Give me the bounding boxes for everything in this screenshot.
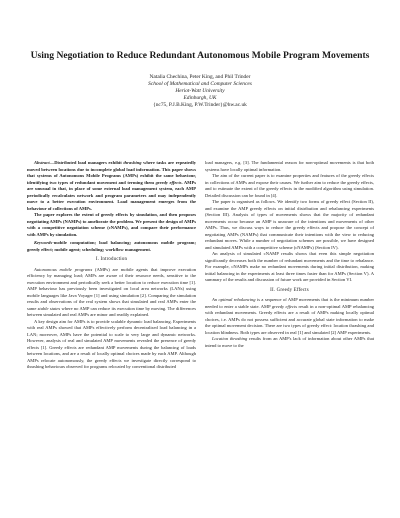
optimal-em-greedy: greedy effects <box>271 303 298 309</box>
intro-em-stable: stable states <box>37 305 61 311</box>
author-block <box>20 74 380 109</box>
abstract-text-a: —Distributed load managers exhibit <box>49 160 124 165</box>
abstract-text-c: . AMPs are unusual in that, in place of some external load management system, each AMP periodically recalculates network and program parameters and may independently move to a better execution environment. Load management emerges from the behaviour of collections of AMPs. <box>27 179 196 211</box>
optimal-text-b: result in a non-optimal AMP rebalancing with redundant movements. Greedy effects are a result of AMPs making locally optimal choices, i.e. AMPs do not possess sufficient and accurate global state information to make the optimal movement decision. There are two types of greedy effect: location thrashing and location blindness. Both types are observed in real [1] and simulated [2] AMP experiments. <box>205 303 374 335</box>
optimal-text-a: is a sequence of AMP movements that is the minimum number needed to enter a stable state. AMP <box>205 297 374 309</box>
paper-title: Using Negotiation to Reduce Redundant Autonomous Mobile Program Movements <box>30 50 370 61</box>
location-thrashing-paragraph <box>205 336 374 349</box>
intro-paragraph-1 <box>27 267 196 319</box>
abstract-em-thrashing: thrashing <box>123 160 142 165</box>
analysis-paragraph: An analysis of simulated cNAMP results shows that even this simple negotiation significantly decreases both the number of redundant movements and the time to rebalance. For example, cNAMPs make no redundant movements during initial distribution, making initial balancing in the experiments at least three times faster than for AMPs (Section V). A summary of the results and discussion of future work are provided in Section VI. <box>205 251 374 282</box>
right-column <box>205 160 374 349</box>
left-column <box>27 160 196 371</box>
abstract-text-b: where tasks are repeatedly moved between locations due to incomplete global load information. This paper shows that systems of Autonomous Mobile Programs (AMPs) exhibit the same behaviour, identifying two types of redundant movement and terming them <box>27 160 196 185</box>
location-em: Location thrashing <box>212 336 248 341</box>
keywords-text: -mobile computation; load balancing; autonomous mobile program; greedy effect; mobile agent; scheduling; workflow management. <box>27 240 196 252</box>
intro-text-b: where no AMP can reduce its execution time by moving. The differences between simulated and real AMPs are minor and readily explained. <box>27 305 197 317</box>
section-heading-introduction: I. Introduction <box>95 257 128 262</box>
location-text: results from an AMP's lack of information about other AMPs that intend to move to the <box>205 336 374 348</box>
optimal-paragraph <box>205 297 374 336</box>
keywords-label: Keywords <box>34 240 53 245</box>
intro-text-a: (AMPs) are mobile agents that improve execution efficiency by managing load; AMPs are aware of their resource needs, sensitive to the execution environment and periodically seek a better location to reduce execution time [1]. AMP behaviour has previously been investigated on local area networks (LANs) using mobile languages like Java Voyager [1] and using simulation [2]. Comparing the simulation results and observations of the real system shows that simulated and real AMPs enter the same <box>27 266 196 311</box>
section-heading-greedy-effects: II. Greedy Effects <box>270 287 309 293</box>
abstract-em-greedy: greedy effects <box>155 179 182 185</box>
keywords-paragraph <box>27 240 196 253</box>
abstract-paragraph <box>27 160 196 212</box>
author-emails: {nc75, P.J.B.King, P.W.Trinder}@hw.ac.uk <box>153 102 247 108</box>
aim-paragraph: The aim of the current paper is to examine properties and features of the greedy effects in collections of AMPs and expose their causes. We further aim to reduce the greedy effects, and to estimate the extent of the greedy effects in the modified algorithm using simulation. Detailed discussion can be found in [4]. <box>205 173 374 198</box>
author-names: Natalia Chechina, Peter King, and Phil Trinder <box>149 74 251 80</box>
organisation-paragraph: The paper is organised as follows. We identify two forms of greedy effect (Section II), and examine the AMP greedy effects on initial distribution and rebalancing experiments (Section III). Analysis of types of movements shows that the majority of redundant movements occur because an AMP is unaware of the intentions and movements of other AMPs. Thus, we discuss ways to reduce the greedy effects and propose the concept of negotiating AMPs (NAMPs) that communicate their intentions with the view to reducing redundant moves. While a number of negotiation schemes are possible, we have designed and simulated AMPs with a competitive scheme (cNAMPs) (Section IV). <box>205 199 374 250</box>
intro-em-amp: Autonomous mobile programs <box>34 266 93 272</box>
continued-paragraph: load managers, e.g. [3]. The fundamental reason for non-optimal movements is that both systems have locally optimal information. <box>205 160 374 172</box>
author-city: Edinburgh, UK <box>183 95 217 101</box>
intro-paragraph-2: A key design aim for AMPs is to provide scalable dynamic load balancing. Experiments with real AMPs showed that AMPs effectively perform decentralised load balancing in a LAN; moreover, AMPs have the potential to scale to very large and dynamic networks. However, analysis of real and simulated AMP movements revealed the presence of greedy effects [1]. Greedy effects are redundant AMP movements during the balancing of loads between locations, and are a result of locally optimal choices made by each AMP. Although AMPs relocate autonomously, the greedy effects we investigate directly correspond to thrashing behaviours observed for programs relocated by conventional distributed <box>27 318 196 369</box>
optimal-em: An optimal rebalancing <box>212 297 256 302</box>
abstract-label: Abstract <box>34 160 50 165</box>
abstract-paragraph-2: The paper explores the extent of greedy effects by simulation, and then proposes negotiating AMPs (NAMPs) to ameliorate the problem. We present the design of AMPs with a competitive negotiation scheme (cNAMPs), and compare their performance with AMPs by simulation. <box>27 212 196 237</box>
author-institution: School of Mathematical and Computer Sciences <box>148 81 252 87</box>
author-university: Heriot-Watt University <box>175 88 225 94</box>
